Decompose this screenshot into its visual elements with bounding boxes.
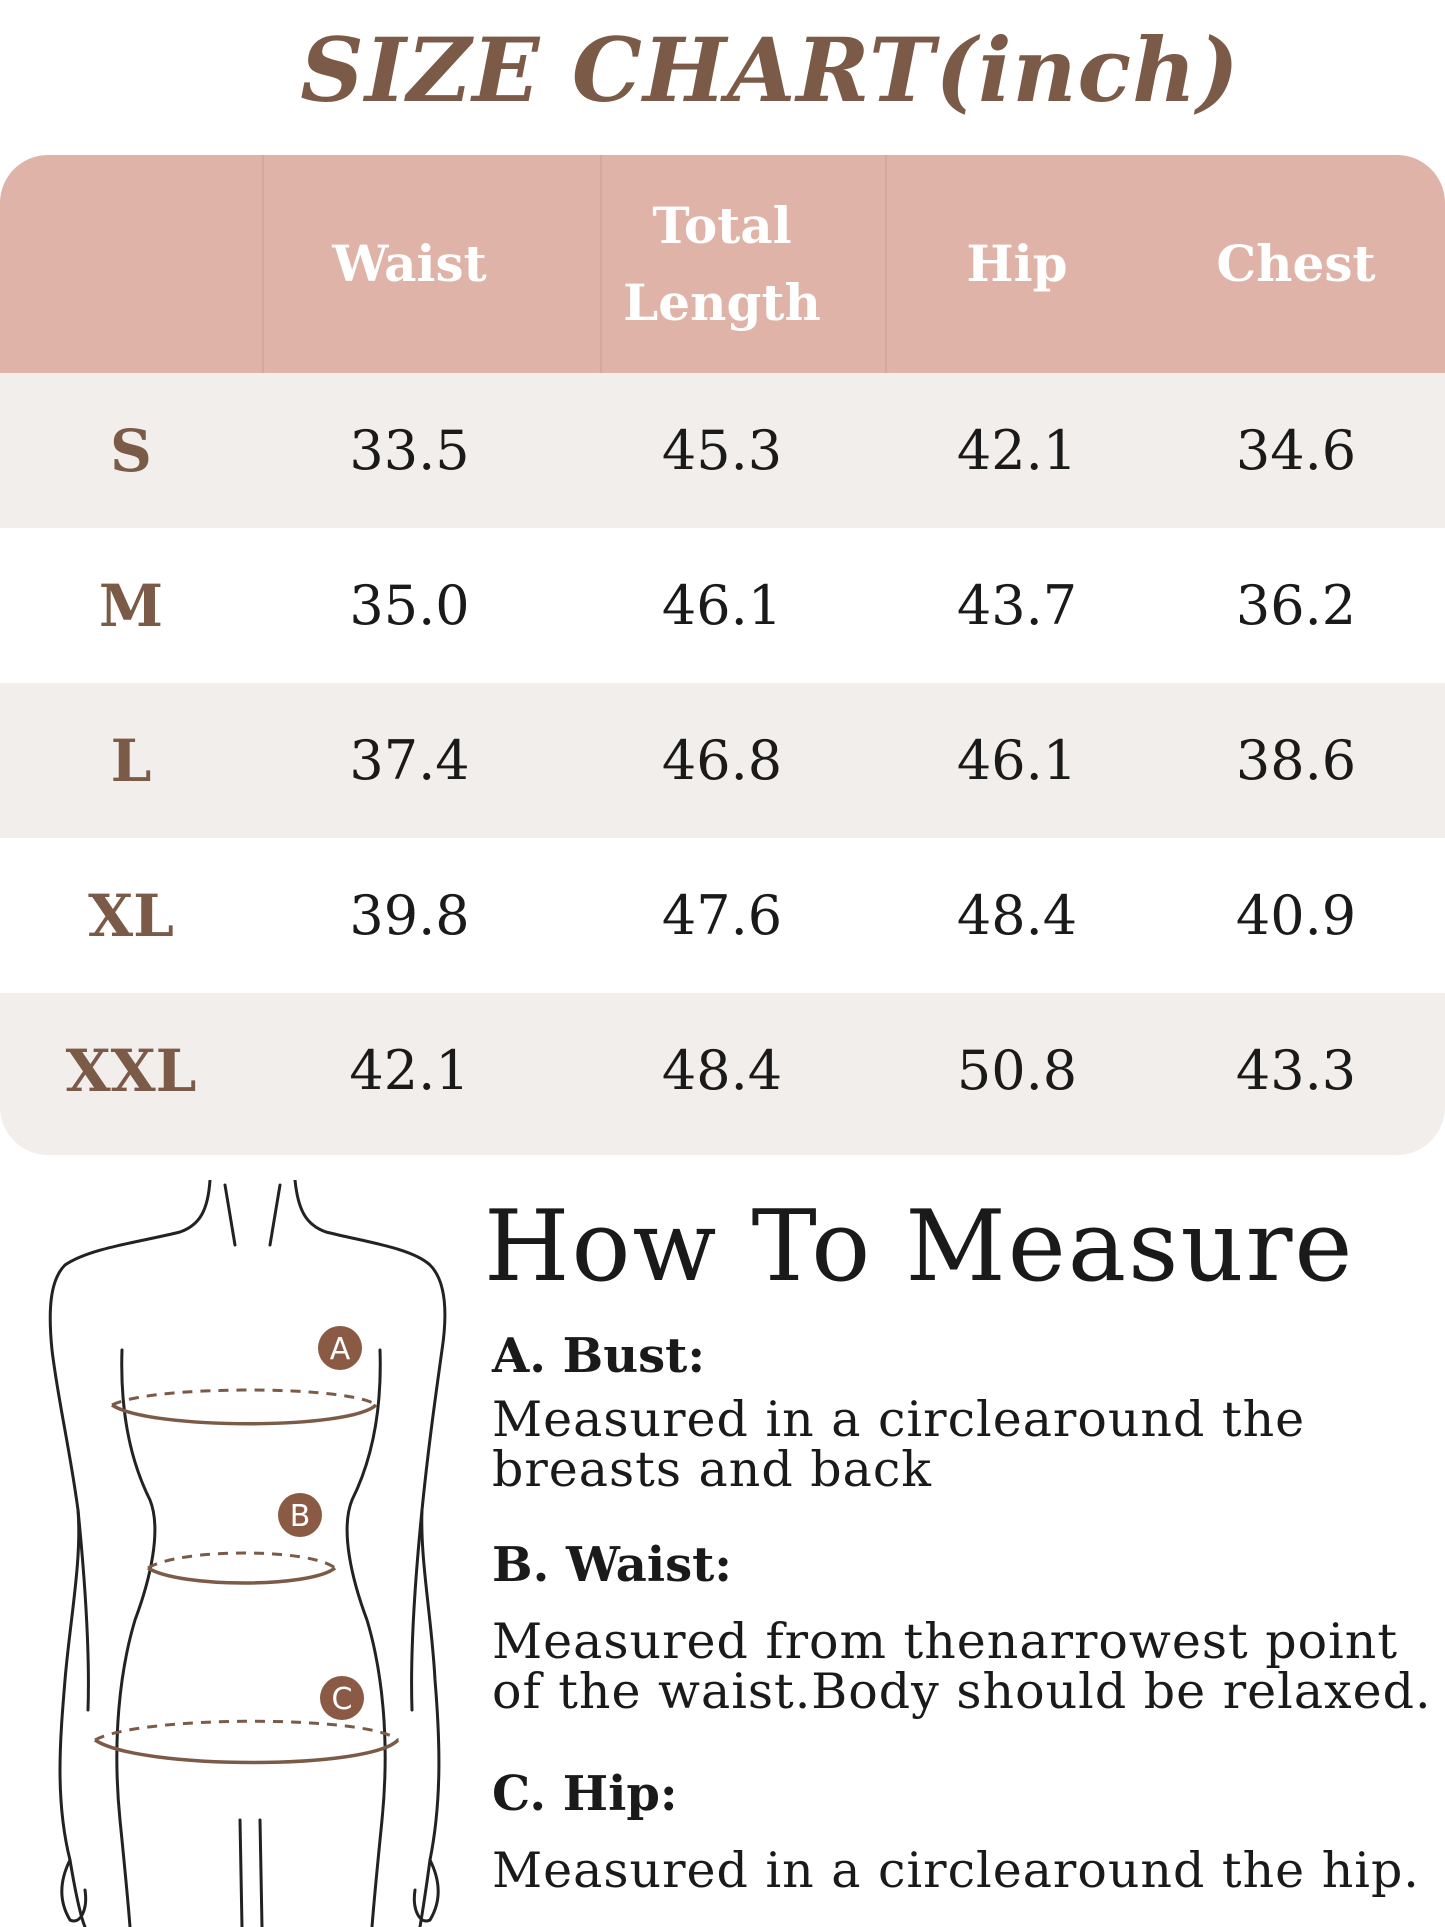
marker-a: [318, 1326, 362, 1370]
table-row: [0, 373, 1445, 528]
bust-line: [112, 1390, 376, 1424]
hip-description: Measured in a circlearound the hip.: [492, 1842, 1420, 1899]
total-length-value: 45.3: [661, 419, 783, 482]
header-hip: Hip: [966, 234, 1068, 294]
how-to-measure-title: How To Measure: [484, 1190, 1355, 1304]
hip-value: 48.4: [956, 884, 1078, 947]
hip-value: 50.8: [956, 1039, 1078, 1102]
header-waist: Waist: [332, 234, 487, 294]
table-row: [0, 993, 1445, 1155]
chest-value: 34.6: [1235, 419, 1357, 482]
table-row: [0, 528, 1445, 683]
total-length-value: 48.4: [661, 1039, 783, 1102]
chest-value: 43.3: [1235, 1039, 1357, 1102]
svg-text:B: B: [289, 1499, 311, 1534]
waist-value: 35.0: [349, 574, 470, 637]
table-header: [0, 155, 1445, 373]
chest-value: 40.9: [1235, 884, 1357, 947]
table-row: [0, 683, 1445, 838]
body-outline: [50, 1180, 445, 1927]
waist-value: 37.4: [349, 729, 470, 792]
total-length-value: 46.1: [661, 574, 783, 637]
bust-description: Measured in a circlearound the breasts and back: [492, 1391, 1306, 1498]
svg-text:C: C: [331, 1682, 353, 1717]
waist-value: 42.1: [349, 1039, 470, 1102]
header-total-length: Total Length: [623, 195, 821, 332]
chest-value: 38.6: [1235, 729, 1357, 792]
waist-line: [148, 1553, 335, 1583]
header-chest: Chest: [1216, 234, 1376, 294]
chest-value: 36.2: [1235, 574, 1357, 637]
hip-value: 42.1: [956, 419, 1078, 482]
page-title: SIZE CHART(inch): [300, 18, 1240, 122]
total-length-value: 47.6: [661, 884, 783, 947]
waist-heading: B. Waist:: [492, 1537, 732, 1593]
waist-description: Measured from thenarrowest point of the waist.Body should be relaxed.: [492, 1613, 1432, 1720]
hip-line: [95, 1721, 398, 1762]
waist-value: 39.8: [349, 884, 470, 947]
hip-heading: C. Hip:: [492, 1766, 678, 1822]
hip-value: 46.1: [956, 729, 1078, 792]
size-label: S: [110, 416, 152, 485]
bust-heading: A. Bust:: [492, 1328, 706, 1384]
size-label: XL: [88, 881, 174, 950]
marker-b: [278, 1493, 322, 1537]
total-length-value: 46.8: [661, 729, 783, 792]
size-label: L: [110, 726, 152, 795]
waist-value: 33.5: [349, 419, 470, 482]
table-row: [0, 838, 1445, 993]
svg-text:A: A: [329, 1332, 351, 1367]
hip-value: 43.7: [956, 574, 1078, 637]
size-table: [0, 155, 1445, 1155]
body-measurement-figure: [30, 1180, 480, 1927]
size-label: XXL: [65, 1036, 197, 1105]
marker-c: [320, 1676, 364, 1720]
size-label: M: [98, 571, 164, 640]
